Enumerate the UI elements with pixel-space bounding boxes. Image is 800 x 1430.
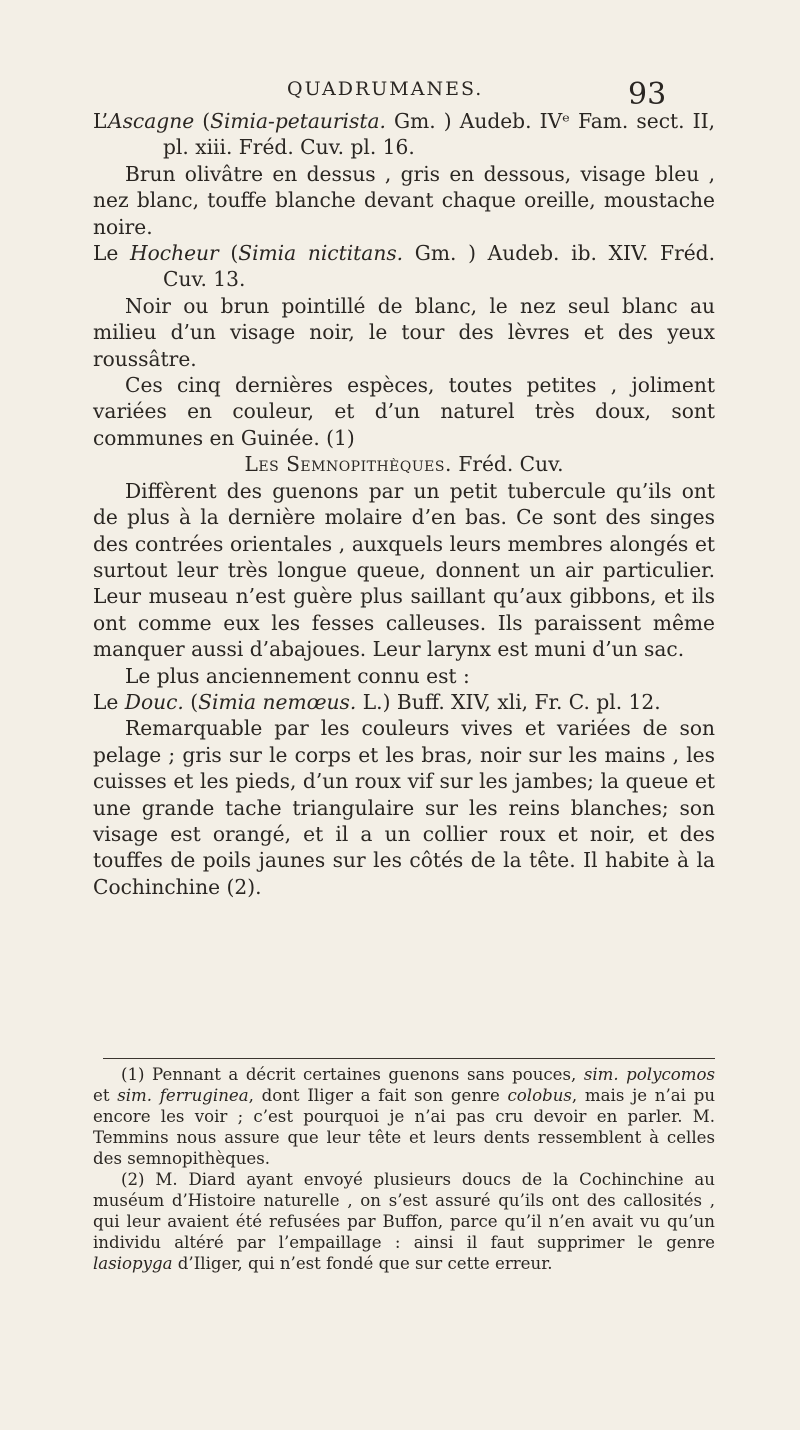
page-number: 93 bbox=[628, 77, 667, 112]
paragraph-8 bbox=[93, 663, 715, 689]
paragraph-7 bbox=[93, 478, 715, 663]
text-run: Ces cinq dernières espèces, toutes petites , joliment variées en couleur, et d’un naturel très doux, sont communes en Guinée. (1) bbox=[93, 373, 715, 450]
italic-text: Simia nictitans. bbox=[238, 241, 404, 266]
footnote-divider bbox=[103, 1058, 715, 1059]
text-run: ( bbox=[194, 109, 211, 133]
text-run: (1) Pennant a décrit certaines guenons sans pouces, bbox=[121, 1065, 584, 1084]
text-run: Le bbox=[93, 241, 131, 266]
italic-text: Douc. bbox=[124, 689, 184, 714]
text-run: , mais je n’ai pu encore les voir ; c’est pourquoi je n’ai pas cru devoir en parler. M. Temmins nous assure que leur tête et leurs dents ressemblent à celles des semnopithèques. bbox=[93, 1086, 716, 1168]
footnote-2 bbox=[93, 1169, 715, 1274]
paragraph-3 bbox=[93, 240, 715, 293]
text-run: Remarquable par les couleurs vives et variées de son pelage ; gris sur le corps et les bras, noir sur les mains , les cuisses et les pieds, d’un roux vif sur les jambes; la queue et une grande tache triangulaire sur les reins blanches; son visage est orangé, et il a un collier roux et noir, et des touffes de poils jaunes sur les côtés de la tête. Il habite à la Cochinchine (2). bbox=[93, 716, 715, 899]
text-run: d’Iliger, qui n’est fondé que sur cette erreur. bbox=[172, 1254, 553, 1273]
italic-text: Hocheur bbox=[130, 241, 219, 266]
section-title: Les Semnopithèques. bbox=[244, 452, 452, 477]
italic-text: Simia nemœus. bbox=[198, 689, 357, 714]
footnote-1 bbox=[93, 1064, 715, 1169]
italic-text: Ascagne bbox=[107, 109, 195, 133]
page-header bbox=[0, 77, 800, 112]
text-run: Le plus anciennement connu est : bbox=[125, 663, 470, 688]
italic-text: sim. ferruginea bbox=[117, 1086, 249, 1105]
text-run: Brun olivâtre en dessus , gris en dessous, visage bleu , nez blanc, touffe blanche devant chaque oreille, moustache noire. bbox=[93, 161, 715, 239]
paragraph-10 bbox=[93, 715, 715, 900]
paragraph-9 bbox=[93, 689, 715, 715]
italic-text: sim. polycomos bbox=[583, 1065, 715, 1084]
text-run: , dont Iliger a fait son genre bbox=[248, 1086, 508, 1105]
body-text bbox=[93, 108, 715, 900]
text-run: ( bbox=[183, 689, 199, 714]
text-run: Diffèrent des guenons par un petit tubercule qu’ils ont de plus à la dernière molaire d’en bas. Ce sont des singes des contrées orientales , auxquels leurs membres alongés et surtout leur très longue queue, donnent un air particulier. Leur museau n’est guère plus saillant qu’aux gibbons, et ils ont comme eux les fesses calleuses. Ils paraissent même manquer aussi d’abajoues. Leur larynx est muni d’un sac. bbox=[93, 478, 715, 662]
text-run: Le bbox=[93, 689, 125, 714]
text-run: ( bbox=[218, 241, 239, 266]
footnotes bbox=[93, 1064, 715, 1274]
paragraph-1 bbox=[93, 108, 715, 161]
paragraph-4 bbox=[93, 293, 715, 372]
italic-text: Simia-petaurista. bbox=[210, 109, 386, 133]
running-head: QUADRUMANES. bbox=[287, 78, 484, 100]
italic-text: colobus bbox=[507, 1086, 572, 1105]
paragraph-6 bbox=[93, 451, 715, 477]
paragraph-5 bbox=[93, 372, 715, 451]
text-run: L.) Buff. XIV, xli, Fr. C. pl. 12. bbox=[356, 689, 661, 714]
text-run: Gm. ) Audeb. ib. XIV. Fréd. Cuv. 13. bbox=[163, 241, 716, 292]
italic-text: lasiopyga bbox=[93, 1254, 173, 1273]
text-run: Fréd. Cuv. bbox=[451, 452, 564, 477]
text-run: et bbox=[93, 1086, 118, 1105]
paragraph-2 bbox=[93, 161, 715, 240]
text-run: (2) M. Diard ayant envoyé plusieurs doucs de la Cochinchine au muséum d’Histoire naturelle , on s’est assuré qu’ils ont des callosités , qui leur avaient été refusées par Buffon, parce qu’il n’en avait vu qu’un individu altéré par l’empaillage : ainsi il faut supprimer le genre bbox=[93, 1170, 715, 1252]
text-run: Gm. ) Audeb. IVᵉ Fam. sect. II, pl. xiii. Fréd. Cuv. pl. 16. bbox=[163, 109, 715, 160]
text-run: Noir ou brun pointillé de blanc, le nez seul blanc au milieu d’un visage noir, le tour des lèvres et des yeux roussâtre. bbox=[93, 293, 715, 371]
text-run: L’ bbox=[93, 109, 108, 133]
